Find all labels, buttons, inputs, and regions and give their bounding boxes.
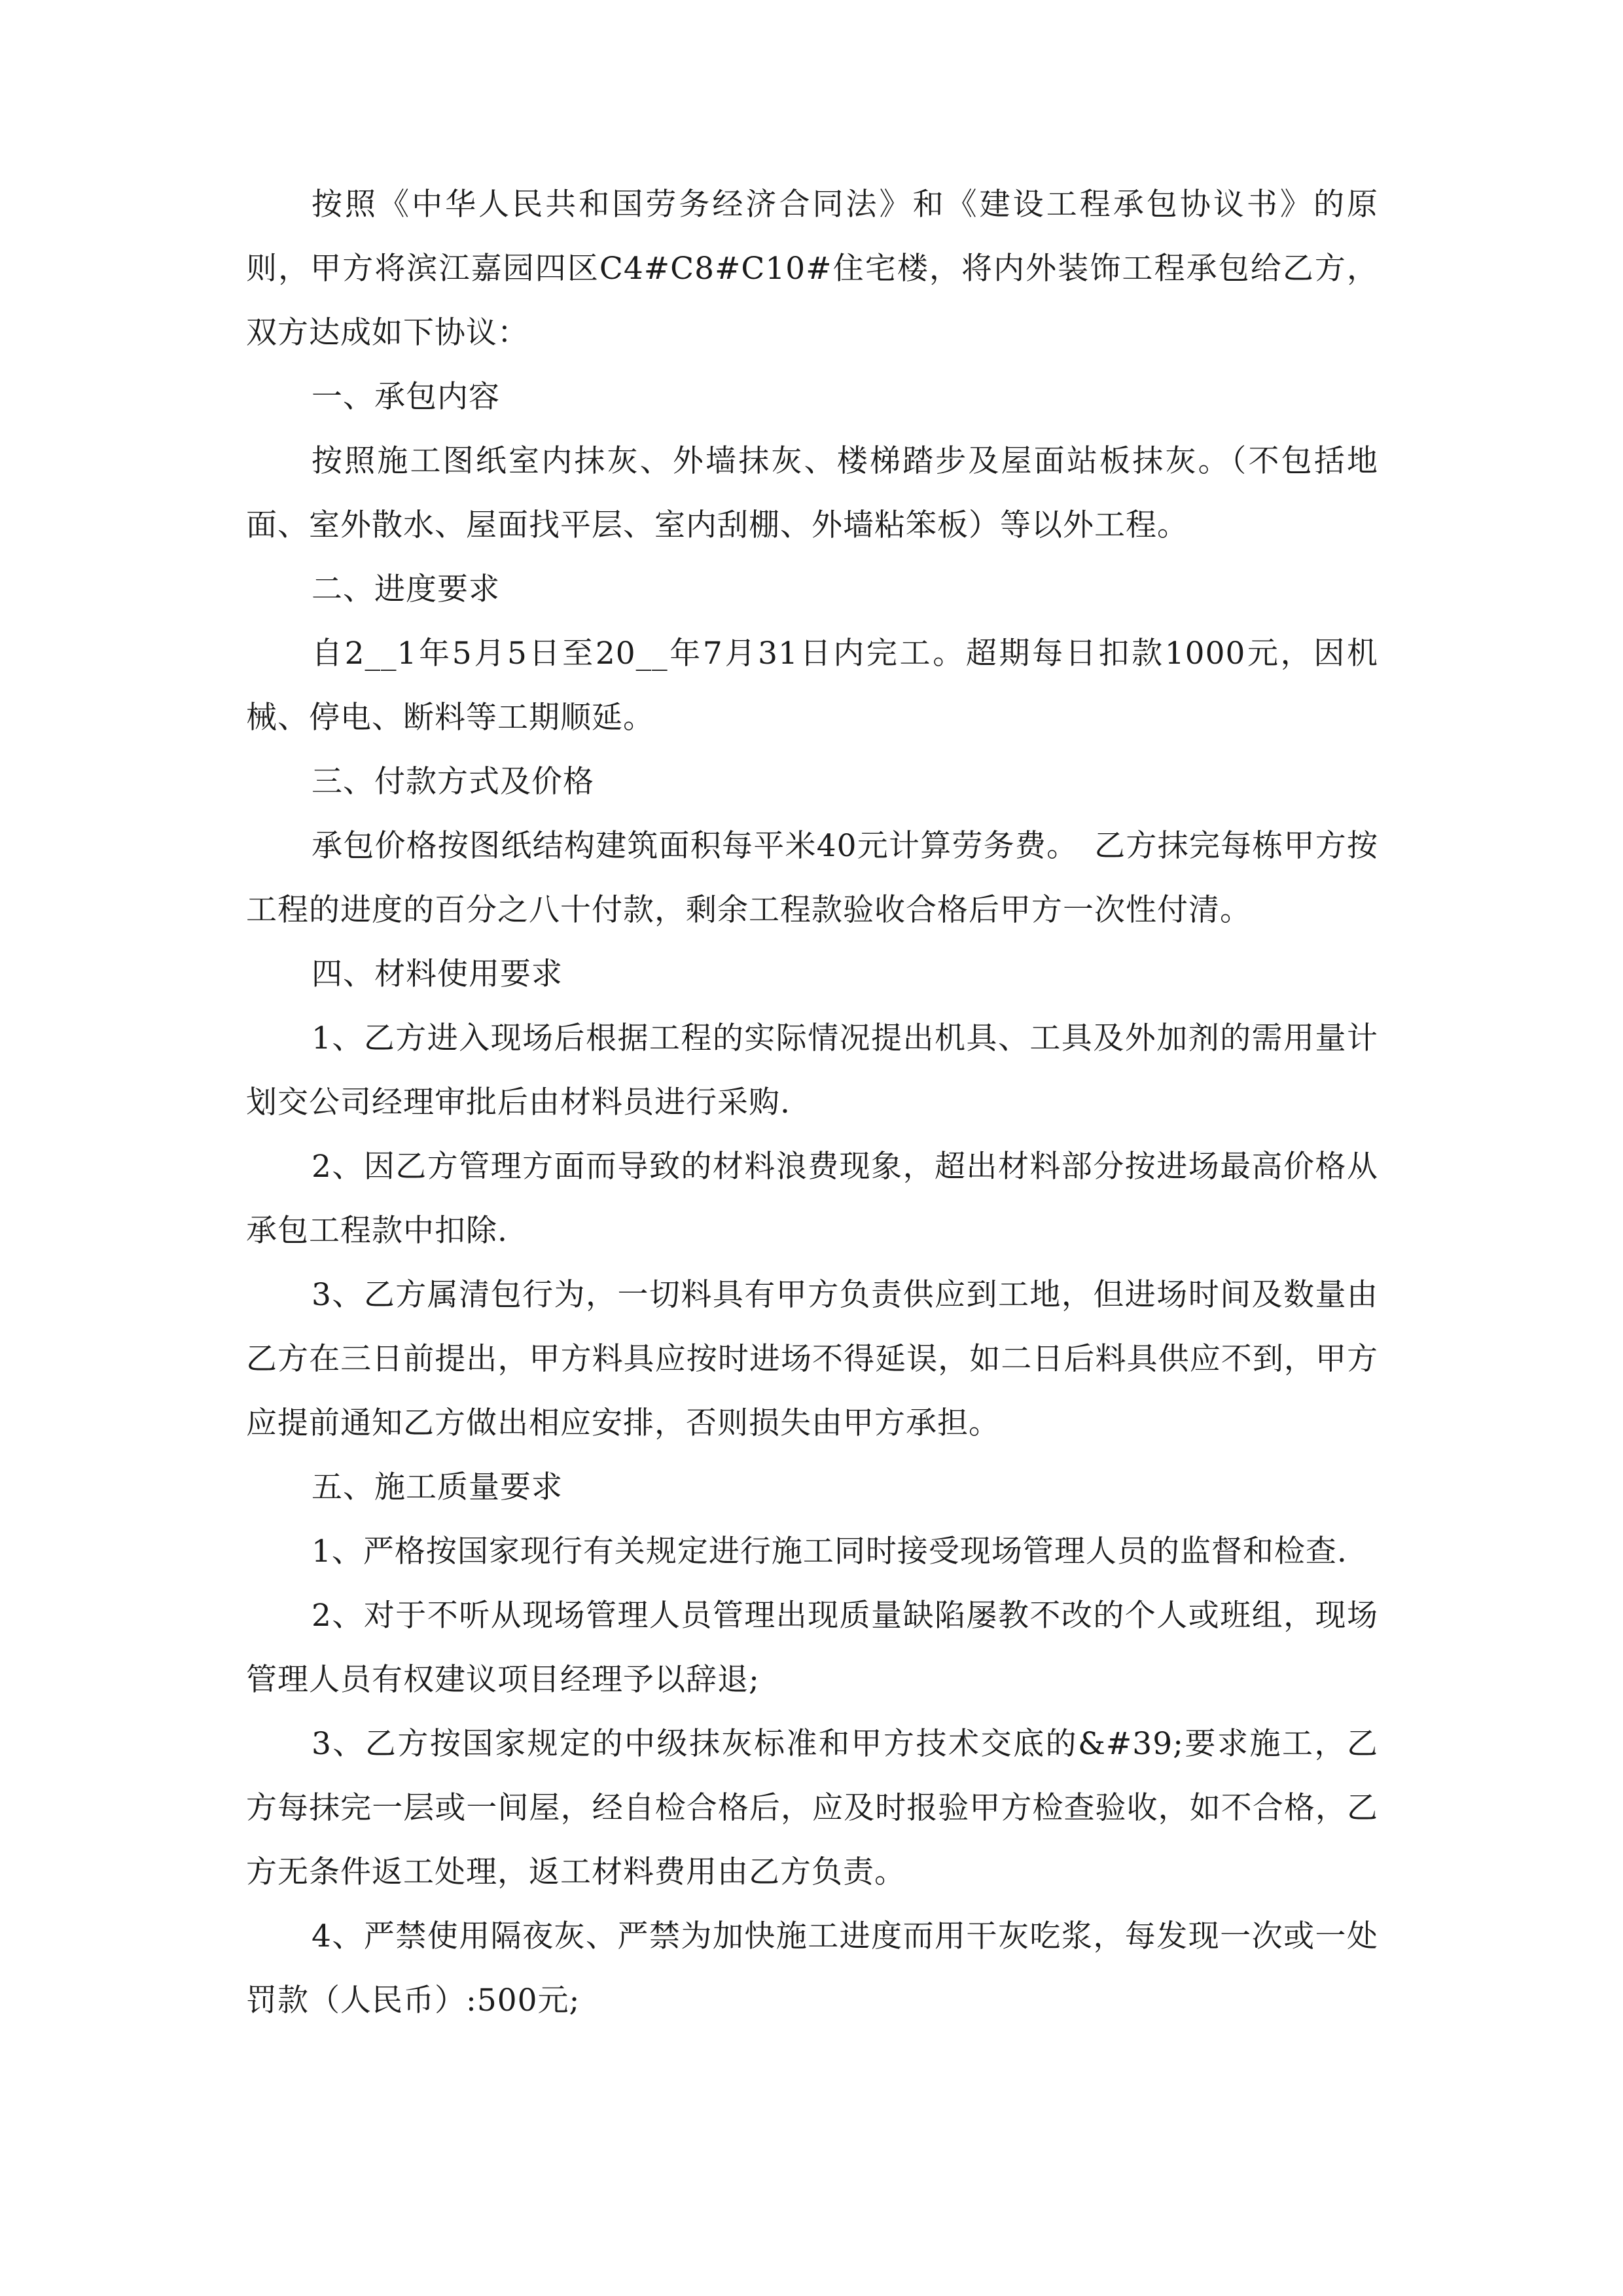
section-heading-payment: 三、付款方式及价格 bbox=[312, 764, 594, 800]
materials-item-1: 1、乙方进入现场后根据工程的实际情况提出机具、工具及外加剂的需用量计划交公司经理审批后由材料员进行采购. bbox=[246, 1020, 1378, 1121]
section-heading-schedule: 二、进度要求 bbox=[312, 571, 500, 607]
payment-paragraph: 承包价格按图纸结构建筑面积每平米40元计算劳务费。 乙方抹完每栋甲方按工程的进度的百分之八十付款，剩余工程款验收合格后甲方一次性付清。 bbox=[246, 828, 1378, 928]
section-heading-materials: 四、材料使用要求 bbox=[312, 956, 563, 992]
quality-item-1: 1、严格按国家现行有关规定进行施工同时接受现场管理人员的监督和检查. bbox=[312, 1534, 1347, 1570]
quality-item-3: 3、乙方按国家规定的中级抹灰标准和甲方技术交底的&#39;要求施工，乙方每抹完一层或一间屋，经自检合格后，应及时报验甲方检查验收，如不合格，乙方无条件返工处理，返工材料费用由乙方负责。 bbox=[246, 1726, 1378, 1890]
quality-item-2: 2、对于不听从现场管理人员管理出现质量缺陷屡教不改的个人或班组，现场管理人员有权建议项目经理予以辞退; bbox=[246, 1598, 1378, 1698]
section-heading-quality: 五、施工质量要求 bbox=[312, 1469, 563, 1505]
materials-item-2: 2、因乙方管理方面而导致的材料浪费现象，超出材料部分按进场最高价格从承包工程款中扣除. bbox=[246, 1149, 1378, 1249]
schedule-paragraph: 自2__1年5月5日至20__年7月31日内完工。超期每日扣款1000元，因机械、停电、断料等工期顺延。 bbox=[246, 636, 1378, 736]
document-body bbox=[246, 173, 1378, 2033]
intro-paragraph: 按照《中华人民共和国劳务经济合同法》和《建设工程承包协议书》的原则，甲方将滨江嘉园四区C4#C8#C10#住宅楼，将内外装饰工程承包给乙方，双方达成如下协议： bbox=[246, 187, 1378, 351]
section-heading-scope: 一、承包内容 bbox=[312, 379, 500, 415]
quality-item-4: 4、严禁使用隔夜灰、严禁为加快施工进度而用干灰吃浆，每发现一次或一处罚款（人民币）:500元; bbox=[246, 1918, 1378, 2018]
materials-item-3: 3、乙方属清包行为，一切料具有甲方负责供应到工地，但进场时间及数量由乙方在三日前提出，甲方料具应按时进场不得延误，如二日后料具供应不到，甲方应提前通知乙方做出相应安排，否则损失由甲方承担。 bbox=[246, 1277, 1378, 1441]
scope-paragraph: 按照施工图纸室内抹灰、外墙抹灰、楼梯踏步及屋面站板抹灰。（不包括地面、室外散水、屋面找平层、室内刮棚、外墙粘笨板）等以外工程。 bbox=[246, 443, 1378, 543]
